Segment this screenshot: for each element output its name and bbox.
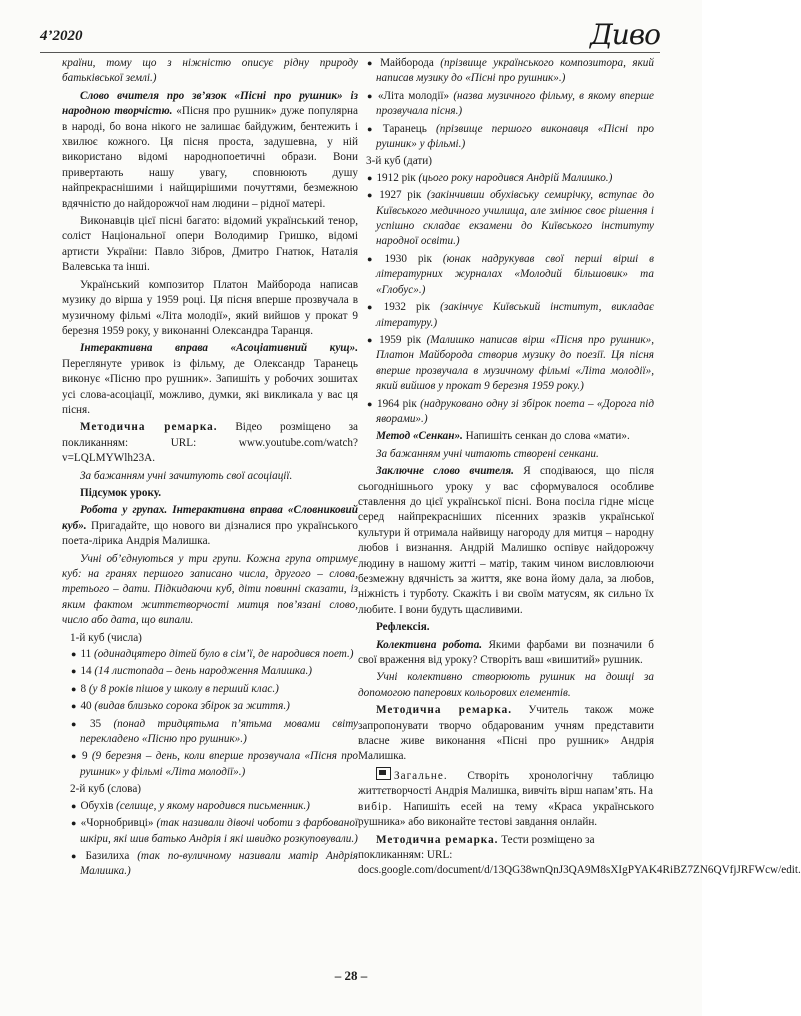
section-heading: Заключне слово вчителя. <box>376 465 514 478</box>
paragraph-text: Пригадайте, що нового ви дізналися про українського поета-лірика Андрія Малишка. <box>62 519 358 548</box>
list-item <box>62 682 358 697</box>
list-item <box>62 647 358 662</box>
bullet-icon: ● <box>71 800 77 811</box>
bullet-icon: ● <box>71 751 78 762</box>
paragraph-text: Напишіть есей на тему «Краса українського рушника» або виконайте тестові завдання онлайн. <box>358 800 654 829</box>
bullet-icon: ● <box>71 666 77 677</box>
list-item-description: (цього року народився Андрій Малишко.) <box>418 171 613 184</box>
list-item-term: 1932 рік <box>383 301 431 314</box>
bullet-icon: ● <box>71 683 77 694</box>
bullet-icon: ● <box>367 398 373 409</box>
cube-label: 3-й куб (дати) <box>366 155 433 168</box>
list-item <box>62 749 358 780</box>
bullet-icon: ● <box>367 58 377 68</box>
list-item-description: (назва музичного фільму, в якому вперше прозвучала пісня.) <box>376 89 655 118</box>
bullet-icon: ● <box>71 850 82 861</box>
list-item-term: 1964 рік <box>376 397 417 410</box>
list-item-term: «Чорнобривці» <box>80 817 154 830</box>
list-item-term: Таранець <box>382 122 427 135</box>
section-heading: Метод «Сенкан». <box>376 430 463 443</box>
bullet-icon: ● <box>367 190 376 201</box>
list-item <box>358 122 654 153</box>
paragraph-text: Переглянуте уривок із фільму, де Олександр Таранець виконує «Пісню про рушник». Запишіть у робочих зошитах усі слова-асоціації, можливо, думки, які викликала у вас ця пісня. <box>62 357 358 416</box>
journal-logo: Диво <box>590 18 660 51</box>
list-item-description: (так називали дівочі чоботи з фарбованої шкіри, які шив батько Андрія і які швидко розкуповували.) <box>80 817 359 845</box>
list-item-term: 9 <box>81 750 88 763</box>
list-item <box>358 397 654 428</box>
list-item <box>62 664 358 679</box>
paragraph <box>358 429 654 444</box>
homework-choice: На вибір. <box>358 785 654 813</box>
bullet-icon: ● <box>71 718 86 729</box>
paragraph <box>62 503 358 549</box>
paragraph <box>62 420 358 466</box>
bullet-icon: ● <box>71 818 77 829</box>
list-item-description: (прізвище першого виконавця «Пісні про рушник» у фільмі.) <box>376 122 655 151</box>
paragraph <box>358 638 654 669</box>
list-item <box>62 717 358 748</box>
paragraph-text: Відео розміщено за покликанням: URL: www.youtube.com/watch?v=LQLMYWlh23A. <box>62 421 358 465</box>
list-item-term: 1927 рік <box>379 189 422 202</box>
words-list <box>62 799 358 880</box>
words-list-continued <box>358 56 654 152</box>
section-heading: Робота у групах. Інтерактивна вправа «Словниковий куб». <box>62 504 358 532</box>
issue-label: 4’2020 <box>40 28 83 44</box>
section-heading: Слово вчителя про зв’язок «Пісні про рушник» із народною творчістю. <box>62 89 358 118</box>
list-item-term: 1930 рік <box>384 252 432 265</box>
paragraph <box>358 703 654 765</box>
paragraph <box>62 341 358 418</box>
paragraph-text: Я сподіваюся, що після сьогоднішнього уроку у вас сформувалося особливе ставлення до цієї української пісні. Вона посіла гідне місце серед найпрекрасніших пісенних зразків української культури й отримала найвищу нагороду для митця – народну любов і визнання. Андрій Малишко оспівує найдорожчу людину в нашому житті – матір, таким чином висловлюючи безмежну вдячність за життя, яке вона йому дала, за любов, ніжність і турботу. Скажіть і ви своїм матусям, як сильно їх любите. І вони будуть щасливими. <box>358 465 654 616</box>
list-item-term: 40 <box>80 700 92 713</box>
list-item <box>358 188 654 250</box>
paragraph: Учні об’єднуються у три групи. Кожна група отримує куб: на гранях першого записано числа, другого – слова, третього – дати. Підкидаючи куб, діти повинні сказати, із яким фактом життєтворчості митця пов’язані слово, число або дата, що випали. <box>62 552 358 627</box>
list-item-term: 1959 рік <box>379 333 422 346</box>
list-item-description: (одинадцятеро дітей було в сім’ї, де народився поет.) <box>94 648 354 661</box>
numbers-list <box>62 647 358 780</box>
list-item-description: (понад тридцятьма п’ятьма мовами світу перекладено «Пісню про рушник».) <box>80 717 358 746</box>
list-item <box>62 849 358 880</box>
list-item-description: (селище, у якому народився письменник.) <box>116 799 310 812</box>
list-item-description: (закінчивши обухівську семирічку, вступає до Київського медичного училища, але змінює своє рішення і успішно складає екзамени до Київського інституту народної освіти.) <box>376 189 655 248</box>
section-heading: Підсумок уроку. <box>80 486 162 499</box>
list-item <box>62 816 358 847</box>
paragraph-text: «Пісня про рушник» дуже популярна в народі, бо вона нікого не залишає байдужим, бентежить і хвилює кожного. Ця пісня проста, задушевна, у ній використано відомі народнопоетичні образи. Вони привертають нашу увагу, сповнюють душу найпрекраснішими і найщирішими почуттями, безмежною вдячністю до найдорожчої нам людини – рідної матері. <box>62 105 358 210</box>
list-item-term: 14 <box>80 665 92 678</box>
list-item-description: (юнак надрукував свої перші вірші в літературних журналах «Молодий більшовик» та «Глобус».) <box>376 252 655 296</box>
bullet-icon: ● <box>367 253 381 264</box>
section-heading: Колективна робота. <box>376 638 483 651</box>
paragraph-text: Створіть хронологічну таблицю життєтворчості Андрія Малишка, вивчіть вірш напам’ять. <box>358 769 654 798</box>
homework-icon <box>376 767 391 780</box>
left-column <box>62 56 358 882</box>
list-item-term: «Літа молодії» <box>377 89 450 102</box>
paragraph: За бажанням учні зачитують свої асоціації. <box>80 469 293 482</box>
bullet-icon: ● <box>367 302 380 313</box>
list-item <box>358 252 654 298</box>
remark-heading: Методична ремарка. <box>376 833 499 846</box>
paragraph: Учні колективно створюють рушник на дошці за допомогою паперових кольорових елементів. <box>358 671 654 699</box>
bullet-icon: ● <box>71 649 77 660</box>
cube-label: 1-й куб (числа) <box>70 631 142 644</box>
list-item-term: 1912 рік <box>376 171 416 184</box>
bullet-icon: ● <box>367 172 373 183</box>
bullet-icon: ● <box>367 90 374 101</box>
list-item <box>358 56 654 87</box>
list-item-term: Обухів <box>80 799 114 812</box>
list-item-description: (9 березня – день, коли вперше прозвучала «Пісня про рушник» у фільмі «Літа молодії».) <box>80 750 359 778</box>
list-item <box>62 699 358 714</box>
list-item-description: (видав близько сорока збірок за життя.) <box>94 700 290 713</box>
list-item-description: (надруковано одну зі збірок поета – «Дорога під яворами».) <box>376 397 655 425</box>
remark-heading: Методична ремарка. <box>376 704 513 717</box>
list-item-term: 35 <box>89 717 102 730</box>
list-item-description: (14 листопада – день народження Малишка.) <box>94 665 312 678</box>
list-item <box>358 300 654 331</box>
paragraph-text: Учитель також може запропонувати творчо обдарованим учням представити власне живе виконання «Пісні про рушник» Андрія Малишка. <box>358 704 655 763</box>
paragraph-text: Якими фарбами ви позначили б свої враження від уроку? Створіть ваш «вишитий» рушник. <box>358 638 654 667</box>
list-item-term: 8 <box>80 682 87 695</box>
list-item <box>62 799 358 814</box>
paragraph <box>62 89 358 212</box>
list-item-description: (закінчує Київський інститут, викладає літературу.) <box>376 301 654 329</box>
section-heading: Інтерактивна вправа «Асоціативний кущ». <box>80 342 358 355</box>
bullet-icon: ● <box>367 334 376 345</box>
paragraph: країни, тому що з ніжністю описує рідну природу батьківської землі.) <box>62 57 358 85</box>
cube-label: 2-й куб (слова) <box>70 783 142 796</box>
paragraph: Український композитор Платон Майборода написав музику до вірша у 1959 році. Ця пісня вперше прозвучала в музичному фільмі «Літа молодії», який вийшов у прокат 9 березня 1959 року, у виконанні Олександра Таранця. <box>62 278 358 337</box>
list-item-description: (прізвище українського композитора, який написав музику до «Пісні про рушник».) <box>376 57 654 85</box>
list-item-term: 11 <box>80 648 92 661</box>
list-item <box>358 89 654 120</box>
list-item-description: (у 8 років пішов у школу в перший клас.) <box>88 682 279 695</box>
remark-heading: Методична ремарка. <box>80 421 218 434</box>
list-item <box>358 171 654 186</box>
list-item-term: Базилиха <box>85 849 130 862</box>
paragraph <box>358 464 654 618</box>
page-header <box>40 18 660 53</box>
paragraph-text: Напишіть сенкан до слова «мати». <box>462 430 630 443</box>
dates-list <box>358 171 654 428</box>
paragraph <box>358 767 654 831</box>
paragraph-text: Тести розміщено за покликанням: URL: docs.google.com/document/d/13QG38wnQnJ3QA9M8sXIgPYAK4RiBZ7ZN6QVfjJRFWcw/edit. <box>358 833 801 877</box>
paragraph: Виконавців цієї пісні багато: відомий український тенор, соліст Національної опери Володимир Гришко, відомі артисти України: Павло Зібров, Дмитро Гнатюк, Наталія Валевська та інші. <box>62 215 358 274</box>
list-item <box>358 333 654 395</box>
section-heading: Рефлексія. <box>376 621 430 634</box>
bullet-icon: ● <box>367 123 379 134</box>
right-column <box>358 56 801 881</box>
paragraph: За бажанням учні читають створені сенкани. <box>376 447 599 460</box>
paragraph <box>358 833 801 879</box>
list-item-term: Майборода <box>380 57 434 69</box>
bullet-icon: ● <box>71 701 77 712</box>
list-item-description: (Малишко написав вірш «Пісня про рушник», Платон Майборода створив музику до поезії. Ця пісня вперше прозвучала в музичному фільмі «Літа молодії», який вийшов у прокат 9 березня 1959 року.) <box>376 333 655 393</box>
homework-heading: Загальне. <box>394 769 448 782</box>
list-item-description: (так по-вуличному називали матір Андрія Малишка.) <box>80 849 358 878</box>
page-number: – 28 – <box>334 968 368 983</box>
